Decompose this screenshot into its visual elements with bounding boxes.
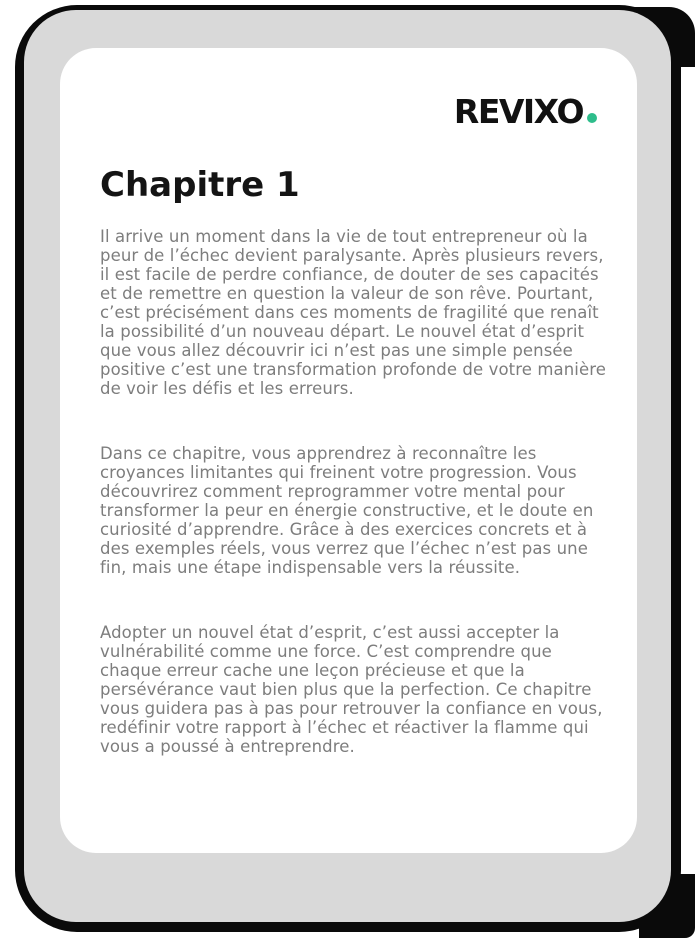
chapter-paragraph-3: Adopter un nouvel état d’esprit, c’est aussi accepter la vulnérabilité comme une force. C’est comprendre que chaque erreur cache une leçon précieuse et que la persévérance vaut bien plus que la perfection. Ce chapitre vous guidera pas à pas pour retrouver la confiance en vous, redéfinir votre rapport à l’échec et réactiver la flamme qui vous a poussé à entreprendre. — [100, 623, 603, 756]
chapter-paragraphs — [100, 227, 610, 756]
brand-logo-text: REVIXO — [453, 92, 583, 131]
chapter-paragraph-1: Il arrive un moment dans la vie de tout entrepreneur où la peur de l’échec devient paralysante. Après plusieurs revers, il est facile de perdre confiance, de douter de ses capacités et de remettre en question la valeur de son rêve. Pourtant, c’est précisément dans ces moments de fragilité que renaît la possibilité d’un nouveau départ. Le nouvel état d’esprit que vous allez découvrir ici n’est pas une simple pensée positive c’est une transformation profonde de votre manière de voir les défis et les erreurs. — [100, 227, 606, 398]
brand-dot-icon — [587, 113, 597, 123]
page-card — [60, 48, 637, 853]
chapter-title: Chapitre 1 — [100, 165, 300, 205]
brand-logo — [60, 92, 597, 131]
chapter-content — [60, 165, 637, 756]
chapter-paragraph-2: Dans ce chapitre, vous apprendrez à reconnaître les croyances limitantes qui freinent votre progression. Vous découvrirez comment reprogrammer votre mental pour transformer la peur en énergie constructive, et le doute en curiosité d’apprendre. Grâce à des exercices concrets et à des exemples réels, vous verrez que l’échec n’est pas une fin, mais une étape indispensable vers la réussite. — [100, 444, 594, 577]
